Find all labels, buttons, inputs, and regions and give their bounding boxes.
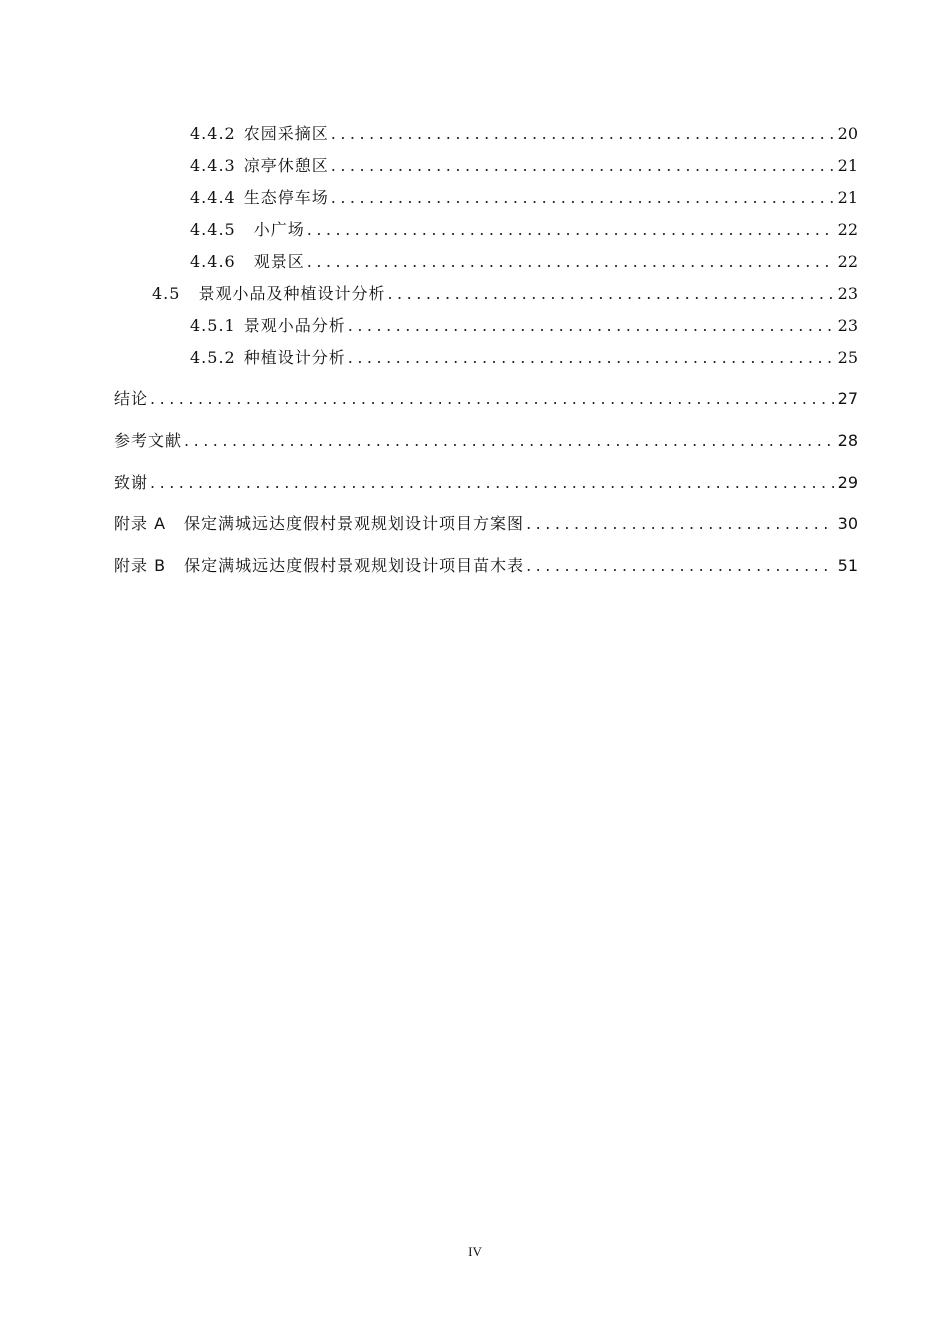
- toc-entry-title: 保定满城远达度假村景观规划设计项目苗木表: [184, 556, 525, 575]
- toc-entry-number: 附录 A: [114, 514, 167, 533]
- toc-entry-number: 4.4.3: [190, 156, 236, 175]
- toc-entry[interactable]: [114, 511, 858, 535]
- toc-entry-title: 观景区: [253, 252, 305, 271]
- toc-entry-page: 21: [837, 188, 858, 207]
- toc-entry[interactable]: [190, 185, 858, 209]
- toc-leader-dots: [348, 348, 834, 367]
- toc-entry-page: 22: [837, 252, 858, 271]
- toc-entry-title: 小广场: [253, 220, 305, 239]
- toc-entry[interactable]: [190, 313, 858, 337]
- toc-entry[interactable]: [114, 470, 858, 494]
- toc-leader-dots: [348, 316, 834, 335]
- toc-entry-page: 25: [837, 348, 858, 367]
- toc-entry-title: 保定满城远达度假村景观规划设计项目方案图: [184, 514, 525, 533]
- toc-entry-page: 21: [837, 156, 858, 175]
- toc-entry-number: 4.4.4: [190, 188, 236, 207]
- toc-entry[interactable]: [114, 428, 858, 452]
- toc-leader-dots: [387, 284, 833, 303]
- toc-entry-title: 生态停车场: [243, 188, 329, 207]
- toc-entry-page: 20: [837, 124, 858, 143]
- toc-entry-page: 29: [837, 473, 858, 492]
- toc-leader-dots: [526, 514, 834, 533]
- toc-entry[interactable]: [190, 249, 858, 273]
- toc-entry-page: 23: [837, 316, 858, 335]
- toc-leader-dots: [331, 156, 834, 175]
- toc-entry-page: 30: [837, 514, 858, 533]
- toc-leader-dots: [307, 252, 834, 271]
- toc-entry-title: 景观小品及种植设计分析: [198, 284, 386, 303]
- toc-entry[interactable]: [190, 121, 858, 145]
- toc-entry-number: 4.5.2: [190, 348, 236, 367]
- toc-entry-number: 4.5.1: [190, 316, 236, 335]
- toc-leader-dots: [150, 473, 834, 492]
- page-number: IV: [468, 1244, 482, 1259]
- toc-leader-dots: [526, 556, 834, 575]
- toc-entry-title: 种植设计分析: [243, 348, 346, 367]
- toc-leader-dots: [150, 389, 834, 408]
- toc-leader-dots: [331, 124, 834, 143]
- toc-entry-title: 致谢: [114, 473, 149, 492]
- toc-entry[interactable]: [114, 386, 858, 410]
- toc-entry-title: 农园采摘区: [243, 124, 329, 143]
- toc-entry-page: 28: [837, 431, 858, 450]
- toc-entry[interactable]: [190, 217, 858, 241]
- toc-leader-dots: [331, 188, 834, 207]
- toc-entry-page: 27: [837, 389, 858, 408]
- toc-entry-title: 景观小品分析: [243, 316, 346, 335]
- toc-entry-number: 附录 B: [114, 556, 167, 575]
- toc-entry-number: 4.4.5: [190, 220, 236, 239]
- toc-entry[interactable]: [114, 553, 858, 577]
- toc-entry-title: 参考文献: [114, 431, 183, 450]
- toc-entry-number: 4.5: [152, 284, 181, 303]
- toc-entry-number: 4.4.2: [190, 124, 236, 143]
- toc-entry-page: 23: [837, 284, 858, 303]
- toc-entry-title: 凉亭休憩区: [243, 156, 329, 175]
- toc-entry[interactable]: [190, 345, 858, 369]
- toc-entry[interactable]: [190, 153, 858, 177]
- toc-entry[interactable]: [152, 281, 858, 305]
- toc-leader-dots: [307, 220, 834, 239]
- toc-leader-dots: [184, 431, 834, 450]
- toc-entry-title: 结论: [114, 389, 149, 408]
- toc-entry-page: 22: [837, 220, 858, 239]
- toc-entry-number: 4.4.6: [190, 252, 236, 271]
- toc-entry-page: 51: [837, 556, 858, 575]
